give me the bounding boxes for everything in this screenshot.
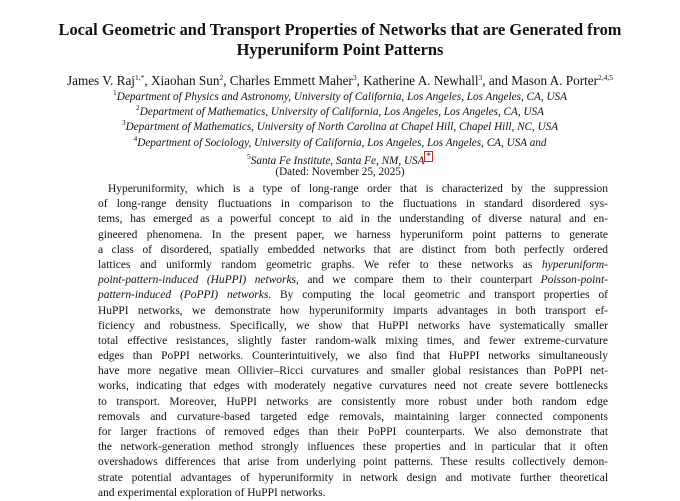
affiliation-line (0, 90, 680, 105)
author-separator: , (223, 73, 230, 88)
abstract-text: . By computing the local geometric and transport properties of (268, 289, 608, 302)
affiliation-text: Department of Mathematics, University of California, Los Angeles, Los Angeles, CA, USA (139, 106, 544, 119)
abstract-italic-term: hyperuniform- (541, 258, 608, 271)
abstract-italic-term: Poisson-point- (540, 274, 608, 287)
affiliation-line (0, 105, 680, 120)
abstract-text: gineered phenomena. In the present paper, we harness hyperuniform point patterns to generate (98, 228, 608, 241)
abstract-line (98, 182, 608, 197)
abstract-text: works, indicating that edges with moderately negative curvatures need not create severe bottlenecks (98, 380, 608, 393)
abstract-line (98, 471, 608, 486)
abstract-text: total effective resistances, slightly faster random-walk mixing times, and fewer extreme-curvature (98, 334, 608, 347)
abstract-text: to transport. Moreover, HuPPI networks are consistently more robust under both random edge (98, 395, 608, 408)
abstract-text: the network-generation method strongly influences these properties and in particular that it often (98, 441, 608, 454)
abstract-text: of long-range density fluctuations in comparison to the fluctuations in standard disordered sys- (98, 198, 608, 211)
date-line: (Dated: November 25, 2025) (275, 166, 405, 178)
affiliation-text: Department of Mathematics, University of North Carolina at Chapel Hill, Chapel Hill, NC, USA (125, 121, 559, 134)
abstract-line (98, 319, 608, 334)
author-name: James V. Raj (66, 73, 135, 88)
affiliation-line (0, 120, 680, 135)
abstract-line (98, 379, 608, 394)
abstract-text: have more negative mean Ollivier–Ricci curvatures and smaller global resistances than PoPPI net- (98, 365, 608, 378)
author-separator: , and (482, 73, 512, 88)
abstract-line (98, 349, 608, 364)
author-name: Katherine A. Newhall (363, 73, 479, 88)
abstract-text: Hyperuniformity, which is a type of long-range order that is characterized by the suppression (108, 183, 608, 195)
affiliation-number: 3 (121, 118, 126, 128)
affiliation-text: Department of Physics and Astronomy, University of California, Los Angeles, Los Angeles, CA, USA (116, 91, 567, 103)
abstract-line (98, 243, 608, 258)
affiliation-list (0, 90, 680, 166)
abstract-line (98, 288, 608, 303)
affiliation-number: 5 (247, 151, 251, 161)
affiliation-number: 2 (136, 103, 140, 113)
author-name: Charles Emmett Maher (229, 73, 353, 88)
abstract-text: HuPPI networks, we demonstrate how hyperuniformity imparts advantages in both transport ef- (98, 304, 608, 317)
abstract-line (98, 440, 608, 455)
abstract-text: edges than PoPPI networks. Counterintuitively, we also find that HuPPI networks simultaneously (98, 350, 608, 363)
title-line-2: Hyperuniform Point Patterns (236, 40, 444, 59)
abstract-line (98, 395, 608, 410)
abstract-text: overshadows differences that arise from underlying point patterns. These results collectively demon- (98, 456, 608, 469)
abstract-text: for larger fractions of removed edges than their PoPPI counterparts. We also demonstrate that (98, 426, 608, 438)
affiliation-line (0, 133, 680, 151)
affiliation-number: 1 (113, 88, 117, 97)
affiliation-number: 4 (133, 133, 138, 143)
author-separator: , (356, 73, 364, 88)
abstract-text: a class of disordered, spatially embedded networks that are distinct from both perfectly ordered (98, 243, 608, 256)
abstract-line (98, 486, 608, 501)
abstract-line (98, 212, 608, 227)
author-separator: , (144, 73, 151, 88)
author-list (0, 73, 680, 88)
abstract-line (98, 197, 608, 212)
author-name: Xiaohan Sun (150, 73, 220, 88)
abstract-text: , and we compare them to their counterpart (296, 274, 541, 287)
abstract-line (98, 304, 608, 319)
abstract-text: strate potential advantages of hyperuniformity in network design and motivate further theoretical (98, 471, 608, 484)
abstract-line (98, 273, 608, 288)
paper-title (0, 20, 680, 60)
abstract-text: ficiency and robustness. Specifically, we show that HuPPI networks have systematically smaller (98, 319, 608, 332)
abstract-italic-term: point-pattern-induced (HuPPI) networks (98, 274, 296, 287)
author-name: Mason A. Porter (511, 73, 599, 88)
author-affiliation-marks: 1,* (134, 73, 145, 82)
affiliation-line (0, 151, 680, 166)
abstract-line (98, 455, 608, 470)
abstract-line (98, 425, 608, 440)
abstract-line (98, 258, 608, 273)
abstract (98, 182, 608, 501)
author-affiliation-marks: 3 (478, 73, 483, 82)
abstract-line (98, 228, 608, 243)
abstract-italic-term: pattern-induced (PoPPI) networks (98, 289, 269, 302)
abstract-text: tems, has emerged as a powerful concept to aid in the understanding of diverse natural and en- (98, 213, 608, 226)
abstract-text: lattices and uniformly random geometric graphs. We refer to these networks as (98, 258, 542, 271)
abstract-line (98, 410, 608, 425)
author-affiliation-marks: 2,4,5 (598, 73, 614, 82)
title-line-1: Local Geometric and Transport Properties of Networks that are Generated from (58, 20, 622, 39)
affiliation-text: Department of Sociology, University of California, Los Angeles, Los Angeles, CA, USA and (137, 136, 547, 149)
abstract-line (98, 334, 608, 349)
author-affiliation-marks: 2 (219, 73, 224, 82)
author-affiliation-marks: 3 (352, 73, 357, 82)
corresponding-author-link[interactable]: * (426, 150, 431, 161)
abstract-text: removals and curvature-based targeted edge removals, maintaining larger connected components (98, 410, 608, 423)
abstract-line (98, 364, 608, 379)
abstract-text: and experimental exploration of HuPPI networks. (98, 486, 326, 499)
affiliation-text: Santa Fe Institute, Santa Fe, NM, USA (250, 154, 425, 167)
